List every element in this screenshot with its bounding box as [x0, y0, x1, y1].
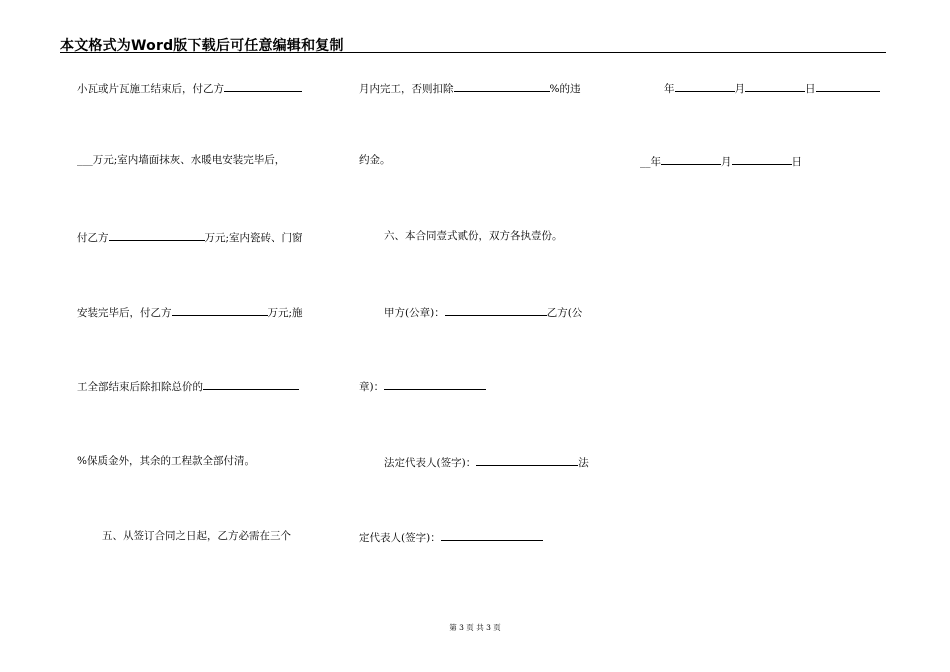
blank-field — [224, 80, 302, 92]
left-line-7 — [102, 529, 291, 543]
middle-line-1-b: %的违 — [549, 83, 581, 95]
middle-line-4-b: 乙方(公 — [546, 307, 583, 319]
left-line-2-prefix: ___ — [77, 154, 93, 166]
blank-field — [476, 454, 578, 466]
blank-field — [745, 80, 805, 92]
middle-line-6 — [384, 454, 589, 470]
left-line-5-text: 工全部结束后除扣除总价的 — [77, 381, 203, 393]
day-label: 日 — [805, 83, 816, 95]
middle-line-4 — [384, 304, 582, 320]
left-line-4-a: 安装完毕后，付乙方 — [77, 307, 172, 319]
blank-field — [441, 529, 543, 541]
right-date-line-2 — [640, 153, 802, 169]
middle-line-3-text: 六、本合同壹式贰份，双方各执壹份。 — [384, 230, 563, 242]
blank-field — [384, 378, 486, 390]
middle-line-5 — [359, 378, 486, 394]
month-label: 月 — [721, 156, 732, 168]
year-prefix-blank: __ — [640, 156, 651, 168]
left-line-3-a: 付乙方 — [77, 232, 109, 244]
left-line-6-text: %保质金外，其余的工程款全部付清。 — [77, 455, 255, 467]
year-label: 年 — [664, 83, 675, 95]
left-line-4 — [77, 304, 303, 320]
left-line-1 — [77, 80, 302, 96]
blank-field — [816, 80, 880, 92]
middle-line-6-a: 法定代表人(签字)： — [384, 457, 477, 469]
left-line-4-b: 万元;施 — [267, 307, 303, 319]
middle-line-1 — [359, 80, 580, 96]
left-line-2 — [77, 153, 285, 167]
middle-line-2-text: 约金。 — [359, 154, 391, 166]
month-label: 月 — [734, 83, 745, 95]
middle-line-7-text: 定代表人(签字)： — [359, 532, 441, 544]
middle-line-3 — [384, 229, 563, 243]
left-line-3-b: 万元;室内瓷砖、门窗 — [204, 232, 303, 244]
blank-field — [203, 378, 299, 390]
left-line-2-text: 万元;室内墙面抹灰、水暖电安装完毕后， — [92, 154, 286, 166]
left-line-3 — [77, 229, 303, 245]
left-line-5 — [77, 378, 299, 394]
blank-field — [445, 304, 547, 316]
page-number: 第 3 页 共 3 页 — [449, 623, 501, 632]
blank-field — [661, 153, 721, 165]
blank-field — [454, 80, 550, 92]
blank-field — [109, 229, 205, 241]
right-date-line-1 — [664, 80, 880, 96]
left-line-7-text: 五、从签订合同之日起，乙方必需在三个 — [102, 530, 291, 542]
day-label: 日 — [791, 156, 802, 168]
blank-field — [732, 153, 792, 165]
header-rule — [60, 52, 886, 53]
left-line-1-text: 小瓦或片瓦施工结束后，付乙方 — [77, 83, 224, 95]
middle-line-7 — [359, 529, 543, 545]
blank-field — [675, 80, 735, 92]
left-line-6 — [77, 454, 255, 468]
middle-line-1-a: 月内完工，否则扣除 — [359, 83, 454, 95]
header-title: 本文格式为Word版下载后可任意编辑和复制 — [60, 38, 344, 54]
middle-line-4-a: 甲方(公章)： — [384, 307, 445, 319]
blank-field — [172, 304, 268, 316]
middle-line-6-b: 法 — [578, 457, 589, 469]
middle-line-5-text: 章)： — [359, 381, 385, 393]
middle-line-2 — [359, 153, 391, 167]
year-label: 年 — [650, 156, 661, 168]
